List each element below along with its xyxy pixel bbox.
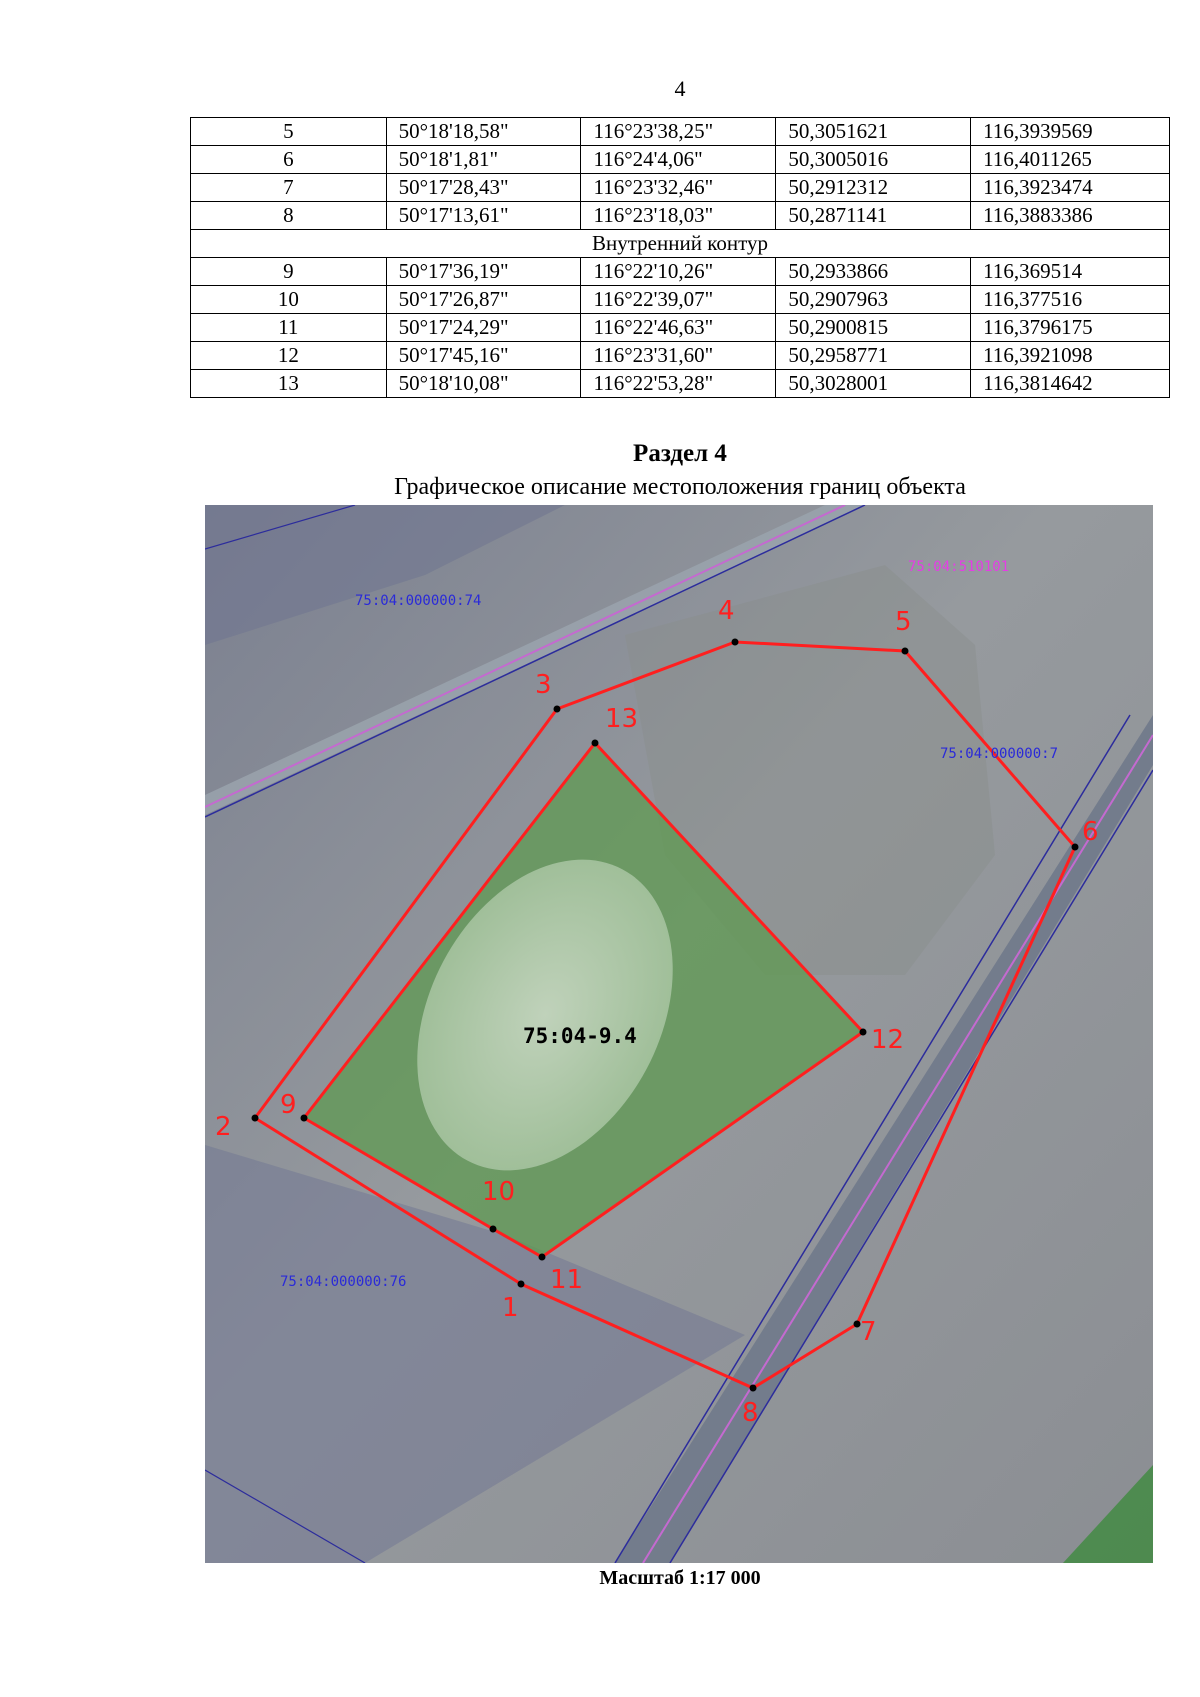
- table-cell: 8: [191, 202, 387, 230]
- table-cell: 116°23'31,60": [581, 342, 776, 370]
- table-cell: 116,377516: [971, 286, 1170, 314]
- table-row: [191, 370, 1170, 398]
- scale-caption: Масштаб 1:17 000: [599, 1567, 761, 1589]
- section-subtitle: Графическое описание местоположения границ объекта: [394, 474, 966, 500]
- table-cell: 50,3028001: [776, 370, 971, 398]
- table-row: [191, 118, 1170, 146]
- table-row: [191, 258, 1170, 286]
- boundary-map: [205, 505, 1153, 1563]
- table-cell: 50,3005016: [776, 146, 971, 174]
- table-cell: 116,4011265: [971, 146, 1170, 174]
- quarter-label: 75:04:510101: [908, 559, 1010, 575]
- table-cell: 50,2912312: [776, 174, 971, 202]
- point-label-11: 11: [550, 1265, 584, 1295]
- point-label-7: 7: [860, 1317, 877, 1347]
- coordinates-table: [190, 117, 1170, 398]
- table-row: [191, 342, 1170, 370]
- table-row: [191, 202, 1170, 230]
- table-row: [191, 314, 1170, 342]
- point-label-10: 10: [482, 1177, 516, 1207]
- point-label-8: 8: [742, 1398, 759, 1428]
- table-cell: 116°22'53,28": [581, 370, 776, 398]
- object-label: 75:04-9.4: [523, 1024, 637, 1048]
- table-cell: 50,2933866: [776, 258, 971, 286]
- point-label-13: 13: [605, 704, 639, 734]
- table-cell: 50°17'28,43": [386, 174, 581, 202]
- point-label-6: 6: [1082, 817, 1099, 847]
- table-cell: 116°23'38,25": [581, 118, 776, 146]
- table-cell: 116°22'46,63": [581, 314, 776, 342]
- table-cell: 116,3923474: [971, 174, 1170, 202]
- cadastral-label-76: 75:04:000000:76: [280, 1274, 407, 1290]
- table-cell: 11: [191, 314, 387, 342]
- table-cell: 6: [191, 146, 387, 174]
- table-cell: 50,2900815: [776, 314, 971, 342]
- table-cell: 116,3939569: [971, 118, 1170, 146]
- table-row: [191, 174, 1170, 202]
- table-cell: 50,3051621: [776, 118, 971, 146]
- table-cell: 50°18'1,81": [386, 146, 581, 174]
- table-cell: 116°22'39,07": [581, 286, 776, 314]
- table-cell: 50°18'18,58": [386, 118, 581, 146]
- page-number: 4: [674, 76, 686, 101]
- table-cell: 50°17'24,29": [386, 314, 581, 342]
- table-cell: 50°17'26,87": [386, 286, 581, 314]
- cadastral-label-7: 75:04:000000:7: [940, 746, 1059, 762]
- table-cell: 5: [191, 118, 387, 146]
- table-cell: 12: [191, 342, 387, 370]
- table-cell: 50°17'45,16": [386, 342, 581, 370]
- table-cell: 7: [191, 174, 387, 202]
- table-cell: 116,3921098: [971, 342, 1170, 370]
- table-cell: 50,2958771: [776, 342, 971, 370]
- table-cell: 116,3814642: [971, 370, 1170, 398]
- table-cell: 50°17'36,19": [386, 258, 581, 286]
- map-svg: [205, 505, 1153, 1563]
- table-cell: 116°23'18,03": [581, 202, 776, 230]
- table-cell: 50°18'10,08": [386, 370, 581, 398]
- table-cell: 10: [191, 286, 387, 314]
- point-label-2: 2: [215, 1112, 232, 1142]
- table-row-section: [191, 230, 1170, 258]
- point-label-5: 5: [895, 607, 912, 637]
- point-label-9: 9: [280, 1090, 297, 1120]
- table-cell: 50,2871141: [776, 202, 971, 230]
- table-cell: 13: [191, 370, 387, 398]
- section-title: Раздел 4: [633, 440, 727, 467]
- table-cell: 116°24'4,06": [581, 146, 776, 174]
- point-label-4: 4: [718, 596, 735, 626]
- point-label-12: 12: [871, 1025, 905, 1055]
- point-label-1: 1: [502, 1293, 519, 1323]
- table-cell: 116,3883386: [971, 202, 1170, 230]
- inner-contour-heading: Внутренний контур: [191, 230, 1170, 258]
- table-cell: 116°22'10,26": [581, 258, 776, 286]
- cadastral-label-74: 75:04:000000:74: [355, 593, 482, 609]
- point-label-3: 3: [535, 670, 552, 700]
- table-cell: 116,3796175: [971, 314, 1170, 342]
- table-row: [191, 286, 1170, 314]
- table-cell: 116,369514: [971, 258, 1170, 286]
- table-cell: 116°23'32,46": [581, 174, 776, 202]
- table-cell: 50,2907963: [776, 286, 971, 314]
- table-cell: 50°17'13,61": [386, 202, 581, 230]
- table-cell: 9: [191, 258, 387, 286]
- table-row: [191, 146, 1170, 174]
